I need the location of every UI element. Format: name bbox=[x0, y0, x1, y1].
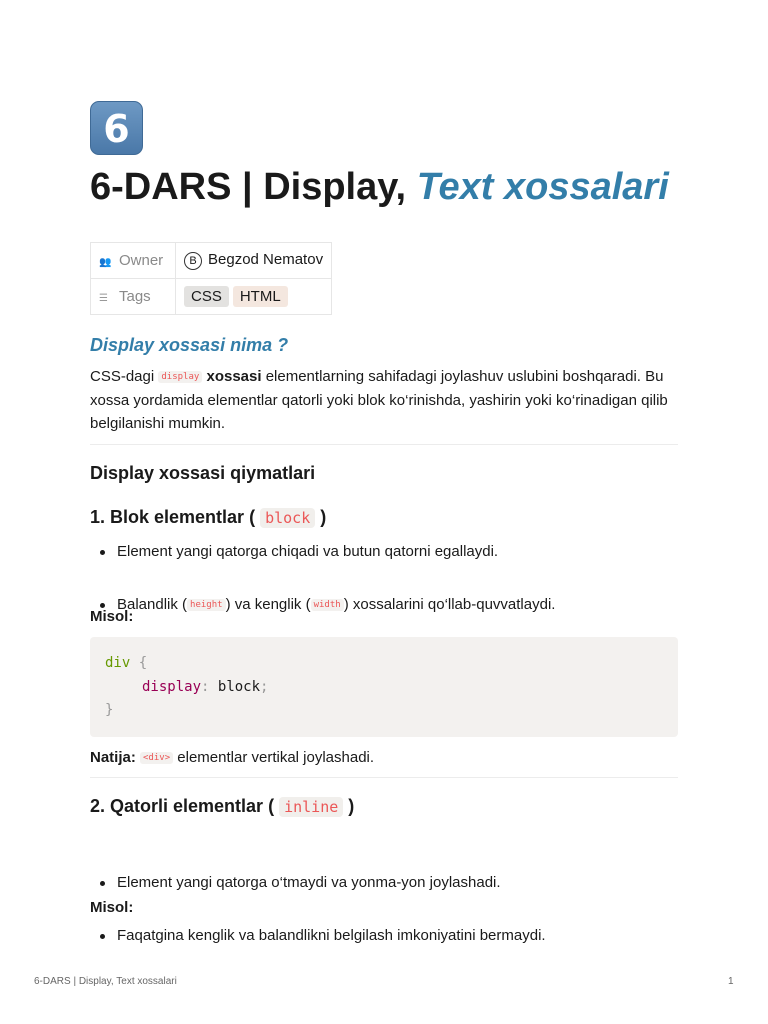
values-heading: Display xossasi qiymatlari bbox=[90, 463, 316, 483]
list-item: Faqatgina kenglik va balandlikni belgilash imkoniyatini bermaydi. bbox=[90, 926, 705, 946]
result-line: Natija: <div> elementlar vertikal joylashadi. bbox=[90, 749, 375, 766]
inline-code-height: height bbox=[187, 599, 226, 611]
code-block[interactable] bbox=[90, 637, 678, 737]
tags-value bbox=[176, 279, 332, 315]
inline-code-inline: inline bbox=[279, 797, 343, 817]
intro-paragraph: CSS-dagi display xossasi elementlarning sahifadagi joylashuv uslubini boshqaradi. Bu xossa yordamida elementlar qatorli yoki blok ko‘rinishda, yashirin yoki ko‘rinadigan qilib belgilanishi mumkin. bbox=[90, 368, 668, 432]
owner-name: Begzod Nematov bbox=[208, 251, 324, 269]
block-heading: 1. Blok elementlar ( block ) bbox=[90, 507, 327, 527]
list-item: Balandlik ( height ) va kenglik ( width ) xossalarini qo‘llab-quvvatlaydi. bbox=[90, 595, 705, 615]
owner-key: 👥 Owner bbox=[91, 243, 176, 279]
properties-table bbox=[90, 242, 332, 315]
example-label: Misol: bbox=[90, 608, 134, 625]
values-section bbox=[90, 463, 678, 484]
page-title-accent: Text xossalari bbox=[416, 166, 669, 208]
list-item: Element yangi qatorga o‘tmaydi va yonma-yon joylashadi. bbox=[90, 873, 705, 893]
divider bbox=[90, 777, 678, 778]
property-row-tags bbox=[91, 279, 332, 315]
block-section bbox=[90, 507, 678, 528]
divider bbox=[90, 444, 678, 445]
tag-html[interactable]: HTML bbox=[233, 286, 288, 307]
inline-code-display: display bbox=[158, 371, 202, 383]
example-label: Misol: bbox=[90, 899, 134, 916]
list-item: Element yangi qatorga chiqadi va butun qatorni egallaydi. bbox=[90, 542, 705, 562]
inline-heading: 2. Qatorli elementlar ( inline ) bbox=[90, 796, 355, 816]
tags-key: ☰ Tags bbox=[91, 279, 176, 315]
inline-code-width: width bbox=[311, 599, 344, 611]
footer-page-number: 1 bbox=[728, 976, 734, 987]
owner-value[interactable] bbox=[176, 243, 332, 279]
code-line-2: display: block; bbox=[142, 678, 269, 695]
people-icon: 👥 bbox=[99, 257, 112, 268]
code-line-3: } bbox=[105, 702, 114, 718]
intro-section bbox=[90, 335, 678, 435]
tag-css[interactable]: CSS bbox=[184, 286, 229, 307]
inline-code-div: <div> bbox=[140, 752, 173, 764]
property-row-owner bbox=[91, 243, 332, 279]
inline-section bbox=[90, 796, 678, 817]
number-six-emoji-icon: 6 bbox=[90, 101, 143, 155]
page-title-main: 6-DARS | Display, bbox=[90, 166, 417, 208]
list-icon: ☰ bbox=[99, 293, 108, 304]
inline-code-block: block bbox=[260, 508, 315, 528]
page-title bbox=[90, 163, 730, 211]
avatar: B bbox=[184, 252, 202, 270]
intro-heading: Display xossasi nima ? bbox=[90, 335, 289, 355]
code-line-1: div { bbox=[105, 655, 148, 671]
footer-title: 6-DARS | Display, Text xossalari bbox=[34, 976, 177, 987]
